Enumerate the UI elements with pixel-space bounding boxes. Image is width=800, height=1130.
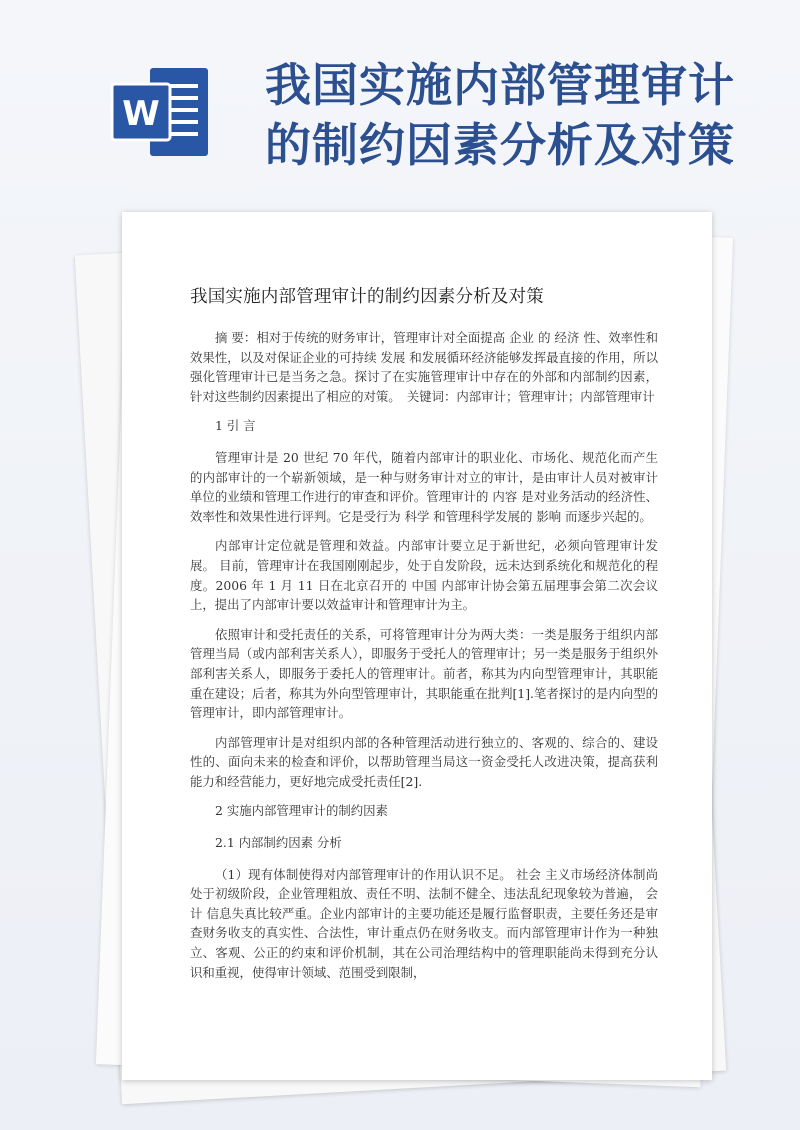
abstract-paragraph: 摘 要：相对于传统的财务审计，管理审计对全面提高 企业 的 经济 性、效率性和效果性，以及对保证企业的可持续 发展 和发展循环经济能够发挥最直接的作用，所以强化管理审计已是当务之急。探讨了在实施管理审计中存在的外部和内部制约因素，针对这些制约因素提出了相应的对策。 关键词：内部审计；管理审计；内部管理审计 xyxy=(190,330,658,404)
document-body xyxy=(190,328,658,992)
body-paragraph: 内部审计定位就是管理和效益。内部审计要立足于新世纪，必须向管理审计发展。 目前，管理审计在我国刚刚起步，处于自发阶段，远未达到系统化和规范化的程度。2006 年 1 月 11 日在北京召开的 中国 内部审计协会第五届理事会第二次会议上，提出了内部审计要以效益审计和管理审计为主。 xyxy=(190,538,658,613)
body-paragraph: 管理审计是 20 世纪 70 年代，随着内部审计的职业化、市场化、规范化而产生的内部审计的一个崭新领域，是一种与财务审计对立的审计，是由审计人员对被审计单位的业绩和管理工作进行的审查和评价。管理审计的 内容 是对业务活动的经济性、效率性和效果性进行评判。它是受行为 科学 和管理科学发展的 影响 而逐步兴起的。 xyxy=(190,449,658,524)
header-title-line2: 的制约因素分析及对策 xyxy=(265,118,735,172)
body-paragraph: （1）现有体制使得对内部管理审计的作用认识不足。 社会 主义市场经济体制尚处于初级阶段，企业管理粗放、责任不明、法制不健全、违法乱纪现象较为普遍， 会计 信息失真比较严重。企业内部审计的主要功能还是履行监督职责，主要任务还是审查财务收支的真实性、合法性，审计重点仍在财务收支。而内部管理审计作为一种独立、客观、公正的约束和评价机制，其在公司治理结构中的管理职能尚未得到充分认识和重视，使得审计领域、范围受到限制， xyxy=(190,866,658,980)
document-title: 我国实施内部管理审计的制约因素分析及对策 xyxy=(190,287,544,307)
word-icon-letter: W xyxy=(122,94,160,134)
body-paragraph: 依照审计和受托责任的关系，可将管理审计分为两大类：一类是服务于组织内部管理当局（或内部利害关系人），即服务于受托人的管理审计；另一类是服务于组织外部利害关系人，即服务于委托人的管理审计。前者，称其为内向型管理审计，其职能重在建设；后者，称其为外向型管理审计，其职能重在批判[1].笔者探讨的是内向型的管理审计，即内部管理审计。 xyxy=(190,626,658,721)
header-title xyxy=(265,55,785,175)
subsection-heading: 2.1 内部制约因素 分析 xyxy=(215,835,342,851)
body-paragraph: 内部管理审计是对组织内部的各种管理活动进行独立的、客观的、综合的、建设性的、面向未来的检查和评价，以帮助管理当局这一资金受托人改进决策，提高获利能力和经营能力，更好地完成受托责任[2]. xyxy=(190,734,658,789)
word-doc-icon xyxy=(110,62,214,162)
section-heading: 1 引 言 xyxy=(215,418,256,434)
section-heading: 2 实施内部管理审计的制约因素 xyxy=(215,803,388,819)
header-title-line1: 我国实施内部管理审计 xyxy=(265,58,735,112)
